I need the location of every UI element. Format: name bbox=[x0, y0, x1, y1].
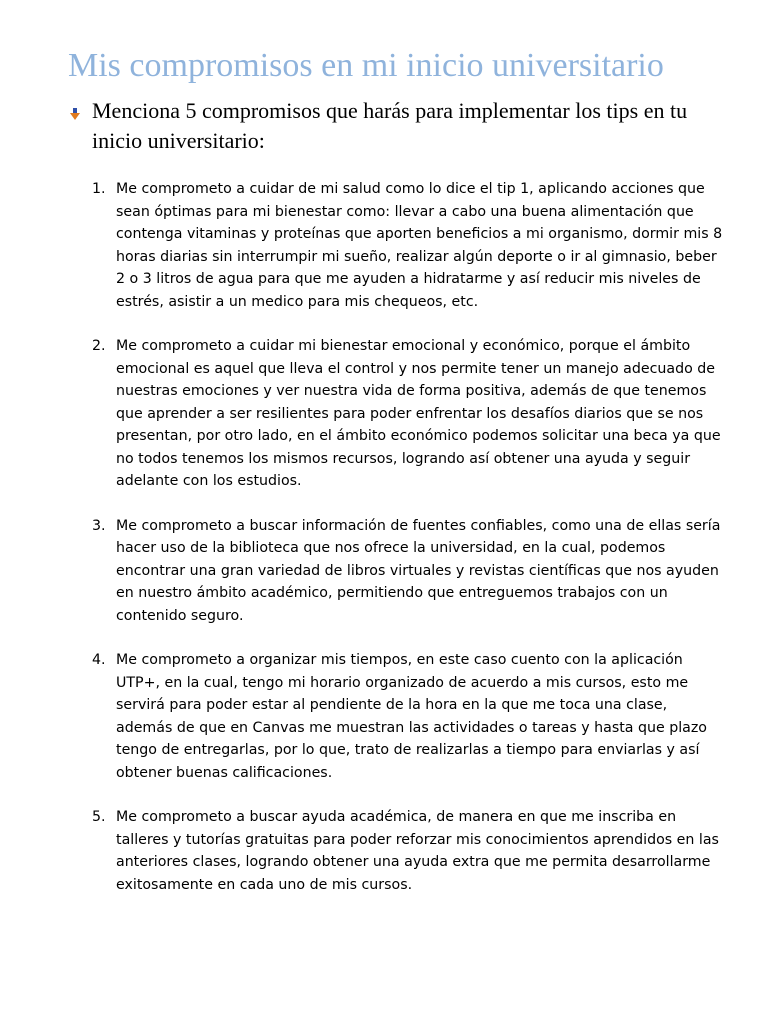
list-item bbox=[94, 178, 724, 313]
list-item-number: 1. bbox=[92, 181, 106, 197]
list-item bbox=[94, 515, 724, 628]
list-item bbox=[94, 806, 724, 896]
list-item-text: Me comprometo a buscar información de fuentes confiables, como una de ellas sería hacer uso de la biblioteca que nos ofrece la universidad, en la cual, podemos encontrar una gran variedad de libros virtuales y revistas científicas que nos ayuden en nuestro ámbito académico, permitiendo que entreguemos trabajos con un contenido seguro. bbox=[116, 517, 721, 624]
list-item-text: Me comprometo a cuidar de mi salud como lo dice el tip 1, aplicando acciones que sean óptimas para mi bienestar como: llevar a cabo una buena alimentación que contenga vitaminas y proteínas que aporten beneficios a mi organismo, dormir mis 8 horas diarias sin interrumpir mi sueño, realizar algún deporte o ir al gimnasio, beber 2 o 3 litros de agua para que me ayuden a hidratarme y así reducir mis niveles de estrés, asistir a un medico para mis chequeos, etc. bbox=[116, 181, 723, 310]
page-title: Mis compromisos en mi inicio universitario bbox=[68, 47, 664, 84]
list-item-number: 3. bbox=[92, 517, 106, 534]
list-item-text: Me comprometo a buscar ayuda académica, de manera en que me inscriba en talleres y tutorías gratuitas para poder reforzar mis conocimientos aprendidos en las anteriores clases, logrando obtener una ayuda extra que me permita desarrollarme exitosamente en cada uno de mis cursos. bbox=[116, 809, 719, 893]
list-item bbox=[94, 649, 724, 784]
list-item-number: 4. bbox=[92, 652, 106, 668]
bullet-text: Menciona 5 compromisos que harás para implementar los tips en tu inicio universitario: bbox=[92, 98, 688, 153]
list-item-number: 2. bbox=[92, 338, 106, 354]
commitments-list bbox=[94, 178, 724, 918]
list-item-text: Me comprometo a cuidar mi bienestar emocional y económico, porque el ámbito emocional es aquel que lleva el control y nos permite tener un manejo adecuado de nuestras emociones y ver nuestra vida de forma positiva, además de que tenemos que aprender a ser resilientes para poder enfrentar los desafíos diarios que se nos presentan, por otro lado, en el ámbito económico podemos solicitar una beca ya que no todos tenemos los mismos recursos, logrando así obtener una ayuda y seguir adelante con los estudios. bbox=[116, 338, 721, 489]
list-item-text: Me comprometo a organizar mis tiempos, en este caso cuento con la aplicación UTP+, en la cual, tengo mi horario organizado de acuerdo a mis cursos, esto me servirá para poder estar al pendiente de la hora en la que me toca una clase, además de que en Canvas me muestran las actividades o tareas y hasta que plazo tengo de entregarlas, por lo que, trato de realizarlas a tiempo para enviarlas y así obtener buenas calificaciones. bbox=[116, 652, 707, 781]
list-item-number: 5. bbox=[92, 809, 106, 825]
arrow-bullet-icon bbox=[70, 108, 80, 120]
list-item bbox=[94, 335, 724, 493]
